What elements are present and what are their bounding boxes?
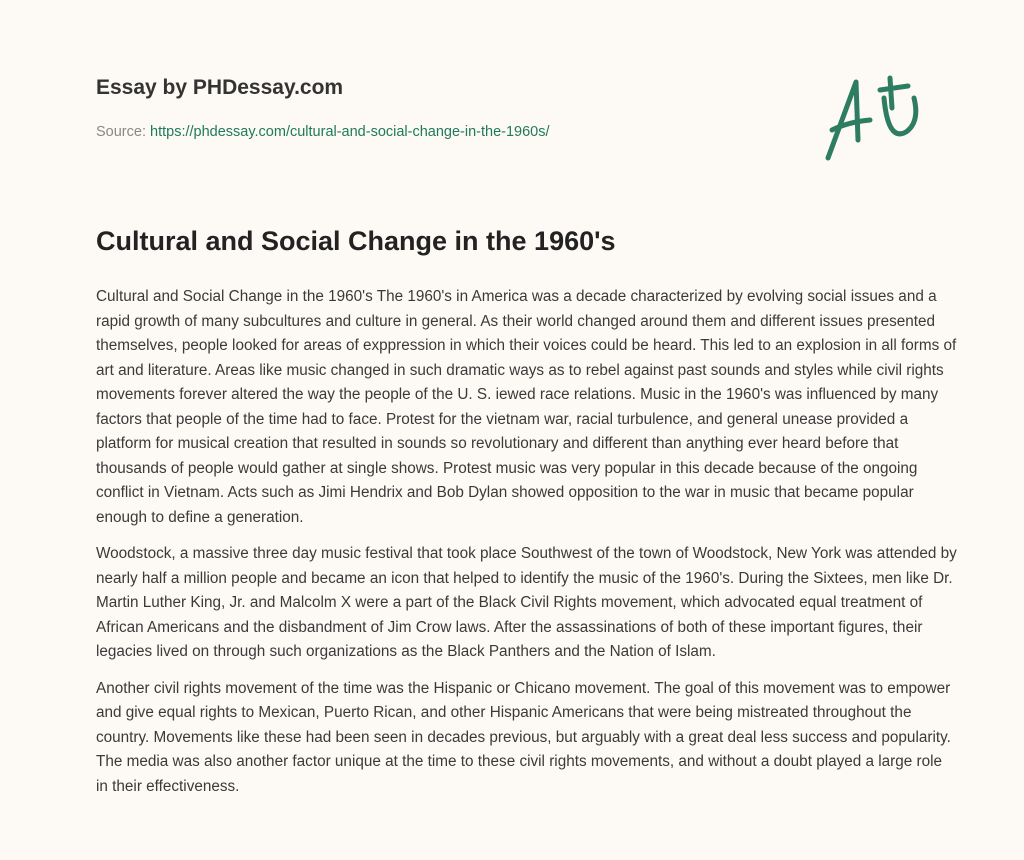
paragraph: Another civil rights movement of the time was the Hispanic or Chicano movement. The goal of this movement was to empower and give equal rights to Mexican, Puerto Rican, and other Hispanic Americans that were being mistreated throughout the country. Movements like these had been seen in decades previous, but arguably with a great deal less success and popularity. The media was also another factor unique at the time to these civil rights movements, and without a doubt played a large role in their effectiveness.	[96, 679, 951, 795]
source-label: Source:	[96, 124, 146, 140]
article-title: Cultural and Social Change in the 1960's	[96, 226, 616, 256]
source-line	[96, 124, 550, 140]
article-body	[96, 285, 958, 811]
a-plus-logo-icon	[818, 70, 928, 165]
paragraph: Woodstock, a massive three day music festival that took place Southwest of the town of Woodstock, New York was attended by nearly half a million people and became an icon that helped to identify the music of the 1960's. During the Sixtees, men like Dr. Martin Luther King, Jr. and Malcolm X were a part of the Black Civil Rights movement, which advocated equal treatment of African Americans and the disbandment of Jim Crow laws. After the assassinations of both of these important figures, their legacies lived on through such organizations as the Black Panthers and the Nation of Islam.	[96, 545, 957, 660]
brand-title: Essay by PHDessay.com	[96, 76, 344, 99]
source-link[interactable]: https://phdessay.com/cultural-and-social-change-in-the-1960s/	[150, 124, 550, 140]
paragraph: Cultural and Social Change in the 1960's The 1960's in America was a decade characterized by evolving social issues and a rapid growth of many subcultures and culture in general. As their world changed around them and different issues presented themselves, people looked for areas of exppression in which their voices could be heard. This led to an explosion in all forms of art and literature. Areas like music changed in such dramatic ways as to rebel against past sounds and styles while civil rights movements forever altered the way the people of the U. S. iewed race relations. Music in the 1960's was influenced by many factors that people of the time had to face. Protest for the vietnam war, racial turbulence, and general unease provided a platform for musical creation that resulted in sounds so revolutionary and different than anything ever heard before that thousands of people would gather at single shows. Protest music was very popular in this decade because of the ongoing conflict in Vietnam. Acts such as Jimi Hendrix and Bob Dylan showed opposition to the war in music that became popular enough to define a generation.	[96, 288, 957, 526]
